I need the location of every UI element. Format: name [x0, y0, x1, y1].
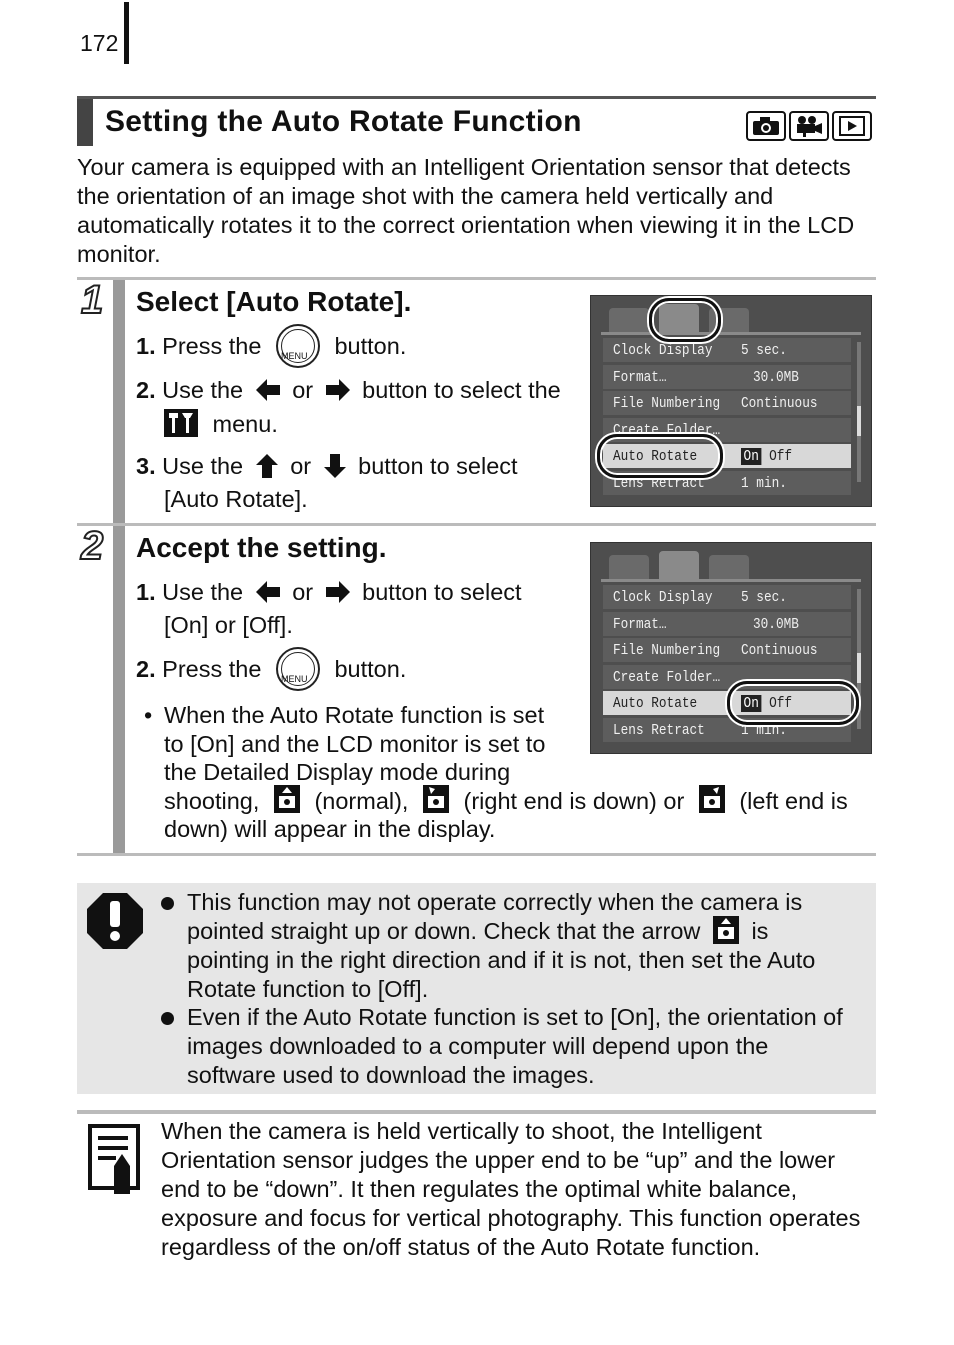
item-number: 2.	[136, 377, 156, 403]
instruction-3	[136, 450, 518, 516]
menu-row-selected: Auto Rotate On Off	[603, 691, 851, 715]
menu-button-icon	[276, 647, 320, 691]
up-arrow-icon	[256, 454, 278, 478]
right-arrow-icon	[326, 581, 350, 603]
orientation-right-down-icon	[423, 785, 449, 813]
step-number: 1	[81, 278, 104, 322]
item-text: or	[290, 453, 312, 479]
caution-text: pointed straight up or down. Check that the arrow	[187, 918, 701, 944]
instruction-2	[136, 653, 406, 686]
item-text: to [On] and the LCD monitor is set to	[164, 730, 546, 757]
my-menu-tab	[709, 555, 749, 581]
item-text: the Detailed Display mode during	[164, 759, 511, 785]
item-text: Press the	[162, 656, 262, 682]
menu-row: Clock Display 5 sec.	[603, 585, 851, 609]
instruction-2	[136, 374, 561, 441]
item-number: 1.	[136, 579, 156, 605]
item-text: (normal),	[314, 787, 409, 814]
item-text: [On] or [Off].	[164, 612, 293, 638]
menu-row: Create Folder…	[603, 665, 851, 689]
item-text: [Auto Rotate].	[164, 486, 308, 512]
item-number: 1.	[136, 333, 156, 359]
caution-box	[77, 883, 876, 1094]
lcd-screen-1	[590, 295, 872, 507]
orientation-arrow-icon	[713, 916, 739, 944]
item-number: 3.	[136, 453, 156, 479]
item-text: (left end is	[739, 787, 848, 814]
item-text: When the Auto Rotate function is set	[164, 702, 545, 728]
menu-row: Format… 30.0MB	[603, 612, 851, 636]
playback-icon	[832, 111, 872, 141]
intro-paragraph: Your camera is equipped with an Intelligent Orientation sensor that detects the orientation of an image shot with the camera held vertically and automatically rotates it to the correct orientation when viewing it in the LCD monitor.	[77, 154, 855, 267]
caution-text: pointing in the right direction and if it is not, then set the Auto	[187, 947, 816, 973]
item-text: down) will appear in the display.	[164, 816, 496, 842]
item-text: button.	[334, 333, 407, 359]
memo-text: When the camera is held vertically to shoot, the Intelligent Orientation sensor judges the upper end to be “up” and the lower end to be “down”. It then regulates the optimal white balance, exposure and focus for vertical photography. This function operates regardless of the on/off status of the Auto Rotate function.	[161, 1118, 861, 1260]
orientation-left-down-icon	[699, 785, 725, 813]
step-heading: Accept the setting.	[136, 532, 387, 563]
page-title: Setting the Auto Rotate Function	[105, 105, 582, 138]
bullet-dot: •	[144, 702, 153, 728]
menu-row: Create Folder…	[603, 418, 851, 442]
item-number: 2.	[136, 656, 156, 682]
tools-menu-icon	[164, 409, 198, 437]
caution-bullet-2	[161, 1003, 861, 1090]
title-marker	[77, 99, 93, 146]
camera-icon	[746, 111, 786, 141]
caution-text: Rotate function to [Off].	[187, 976, 429, 1002]
camera-tab	[609, 308, 649, 334]
highlight-circle	[649, 298, 721, 342]
menu-row: Lens Retract 1 min.	[603, 718, 851, 742]
instruction-1	[136, 330, 406, 363]
menu-row: File Numbering Continuous	[603, 391, 851, 415]
caution-bullet-1	[161, 888, 861, 1004]
item-text: menu.	[212, 411, 278, 437]
camera-tab	[609, 555, 649, 581]
orientation-normal-icon	[274, 785, 300, 813]
item-text: Use the	[162, 377, 244, 403]
caution-text: Even if the Auto Rotate function is set to [On], the orientation of images downloaded to a computer will depend upon the software used to download the images.	[187, 1004, 843, 1088]
caution-line	[187, 917, 861, 946]
item-text: Use the	[162, 579, 244, 605]
step-number: 2	[81, 524, 104, 568]
menu-row: Lens Retract 1 min.	[603, 471, 851, 495]
item-text: Use the	[162, 453, 244, 479]
movie-icon	[789, 111, 829, 141]
item-text: (right end is down) or	[463, 787, 685, 814]
caution-text: This function may not operate correctly when the camera is	[187, 889, 803, 915]
item-text: button.	[334, 656, 407, 682]
menu-button-icon	[276, 324, 320, 368]
menu-row: File Numbering Continuous	[603, 638, 851, 662]
bullet-dot	[161, 897, 174, 910]
page-number-rule	[124, 2, 129, 64]
step-heading: Select [Auto Rotate].	[136, 286, 412, 317]
highlight-circle	[597, 434, 723, 478]
caution-icon	[87, 893, 143, 949]
left-arrow-icon	[256, 581, 280, 603]
lcd-screen-2	[590, 542, 872, 754]
item-line	[136, 787, 876, 816]
menu-row: Format… 30.0MB	[603, 365, 851, 389]
item-text: shooting,	[164, 787, 260, 814]
menu-row-selected: Auto Rotate On Off	[603, 444, 851, 468]
section-title-bar	[77, 96, 876, 146]
memo-divider	[77, 1110, 876, 1114]
step-bar	[113, 280, 125, 523]
highlight-circle	[727, 681, 859, 725]
item-text: Press the	[162, 333, 262, 359]
page-number: 172	[80, 30, 119, 56]
item-text: button to select	[358, 453, 518, 479]
left-arrow-icon	[256, 379, 280, 401]
item-text: button to select the	[362, 377, 561, 403]
mode-icons	[746, 111, 872, 141]
item-text: or	[292, 377, 314, 403]
item-text: or	[292, 579, 314, 605]
bullet-dot	[161, 1012, 174, 1025]
tools-tab	[659, 551, 699, 581]
item-text: button to select	[362, 579, 522, 605]
step-bar	[113, 526, 125, 853]
menu-row: Clock Display 5 sec.	[603, 338, 851, 362]
right-arrow-icon	[326, 379, 350, 401]
caution-text: is	[751, 918, 769, 944]
down-arrow-icon	[324, 454, 346, 478]
memo-note-icon	[88, 1124, 140, 1194]
instruction-1	[136, 576, 522, 642]
